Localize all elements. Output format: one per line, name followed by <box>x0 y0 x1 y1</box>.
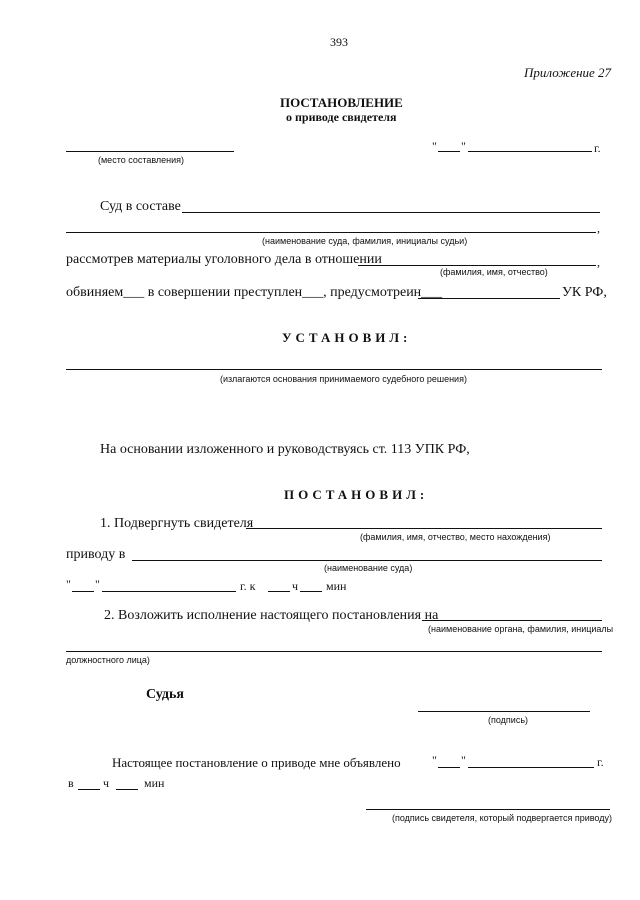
court-name-caption: (наименование суда) <box>324 563 413 573</box>
announce-hour-line[interactable] <box>78 789 100 790</box>
drive-to-label: приводу в <box>66 547 126 562</box>
minute-line[interactable] <box>300 591 322 592</box>
announce-open-quote: " <box>432 753 437 767</box>
item1-label: 1. Подвергнуть свидетеля <box>100 516 254 531</box>
appendix-label: Приложение 27 <box>524 65 612 80</box>
time-open-quote: " <box>66 577 71 591</box>
announce-month-line[interactable] <box>468 767 594 768</box>
basis-text: На основании изложенного и руководствуясь ст. 113 УПК РФ, <box>100 442 470 457</box>
witness-signature-line[interactable] <box>366 809 610 810</box>
announce-year-suffix: г. <box>597 755 604 769</box>
court-composition-line[interactable] <box>182 212 600 213</box>
witness-signature-caption: (подпись свидетеля, который подвергается приводу) <box>392 813 612 823</box>
page-number: 393 <box>330 35 348 49</box>
date-open-quote: " <box>432 139 437 153</box>
in-label: в <box>68 776 74 790</box>
signature-line[interactable] <box>418 711 590 712</box>
document-title: ПОСТАНОВЛЕНИЕ <box>280 95 403 110</box>
article-line[interactable] <box>418 298 560 299</box>
announce-hour-label: ч <box>103 776 110 790</box>
resolved-heading: ПОСТАНОВИЛ: <box>284 487 429 502</box>
witness-caption: (фамилия, имя, отчество, место нахождения) <box>360 532 551 542</box>
date-close-quote: " <box>461 139 466 153</box>
court-name-line[interactable] <box>132 560 602 561</box>
hour-label: ч <box>292 579 299 593</box>
court-line-2[interactable] <box>66 232 596 233</box>
time-close-quote: " <box>95 577 100 591</box>
place-line[interactable] <box>66 151 234 152</box>
signature-caption: (подпись) <box>488 715 529 725</box>
organ-line[interactable] <box>422 620 602 621</box>
month-year-line[interactable] <box>468 151 592 152</box>
year-suffix: г. <box>594 141 601 155</box>
comma-1: , <box>597 221 600 235</box>
document-subtitle: о приводе свидетеля <box>286 110 397 124</box>
announce-day-line[interactable] <box>438 767 460 768</box>
announce-minute-line[interactable] <box>116 789 138 790</box>
charged-label: обвиняем___ в совершении преступлен___, предусмотреин___ <box>66 285 443 300</box>
comma-2: , <box>597 255 600 269</box>
witness-line[interactable] <box>246 528 602 529</box>
official-caption: должностного лица) <box>66 655 150 665</box>
time-year-label: г. к <box>240 579 256 593</box>
grounds-line[interactable] <box>66 369 602 370</box>
hour-line[interactable] <box>268 591 290 592</box>
place-caption: (место составления) <box>98 155 185 165</box>
reviewed-label: рассмотрев материалы уголовного дела в отношении <box>66 252 382 267</box>
person-line[interactable] <box>358 265 596 266</box>
announce-close-quote: " <box>461 753 466 767</box>
organ-caption: (наименование органа, фамилия, инициалы <box>428 624 614 634</box>
official-line[interactable] <box>66 651 602 652</box>
court-composition-label: Суд в составе <box>100 199 181 214</box>
court-caption: (наименование суда, фамилия, инициалы судьи) <box>262 236 468 246</box>
person-caption: (фамилия, имя, отчество) <box>440 267 548 277</box>
time-month-line[interactable] <box>102 591 236 592</box>
day-line[interactable] <box>438 151 460 152</box>
established-heading: УСТАНОВИЛ: <box>282 330 412 345</box>
time-day-line[interactable] <box>72 591 94 592</box>
judge-label: Судья <box>146 687 184 702</box>
grounds-caption: (излагаются основания принимаемого судебного решения) <box>220 374 467 384</box>
announce-minute-label: мин <box>144 776 165 790</box>
code-reference: УК РФ, <box>562 285 607 300</box>
item2-label: 2. Возложить исполнение настоящего постановления на <box>104 608 439 623</box>
minute-label: мин <box>326 579 347 593</box>
announced-label: Настоящее постановление о приводе мне объявлено <box>112 755 401 770</box>
